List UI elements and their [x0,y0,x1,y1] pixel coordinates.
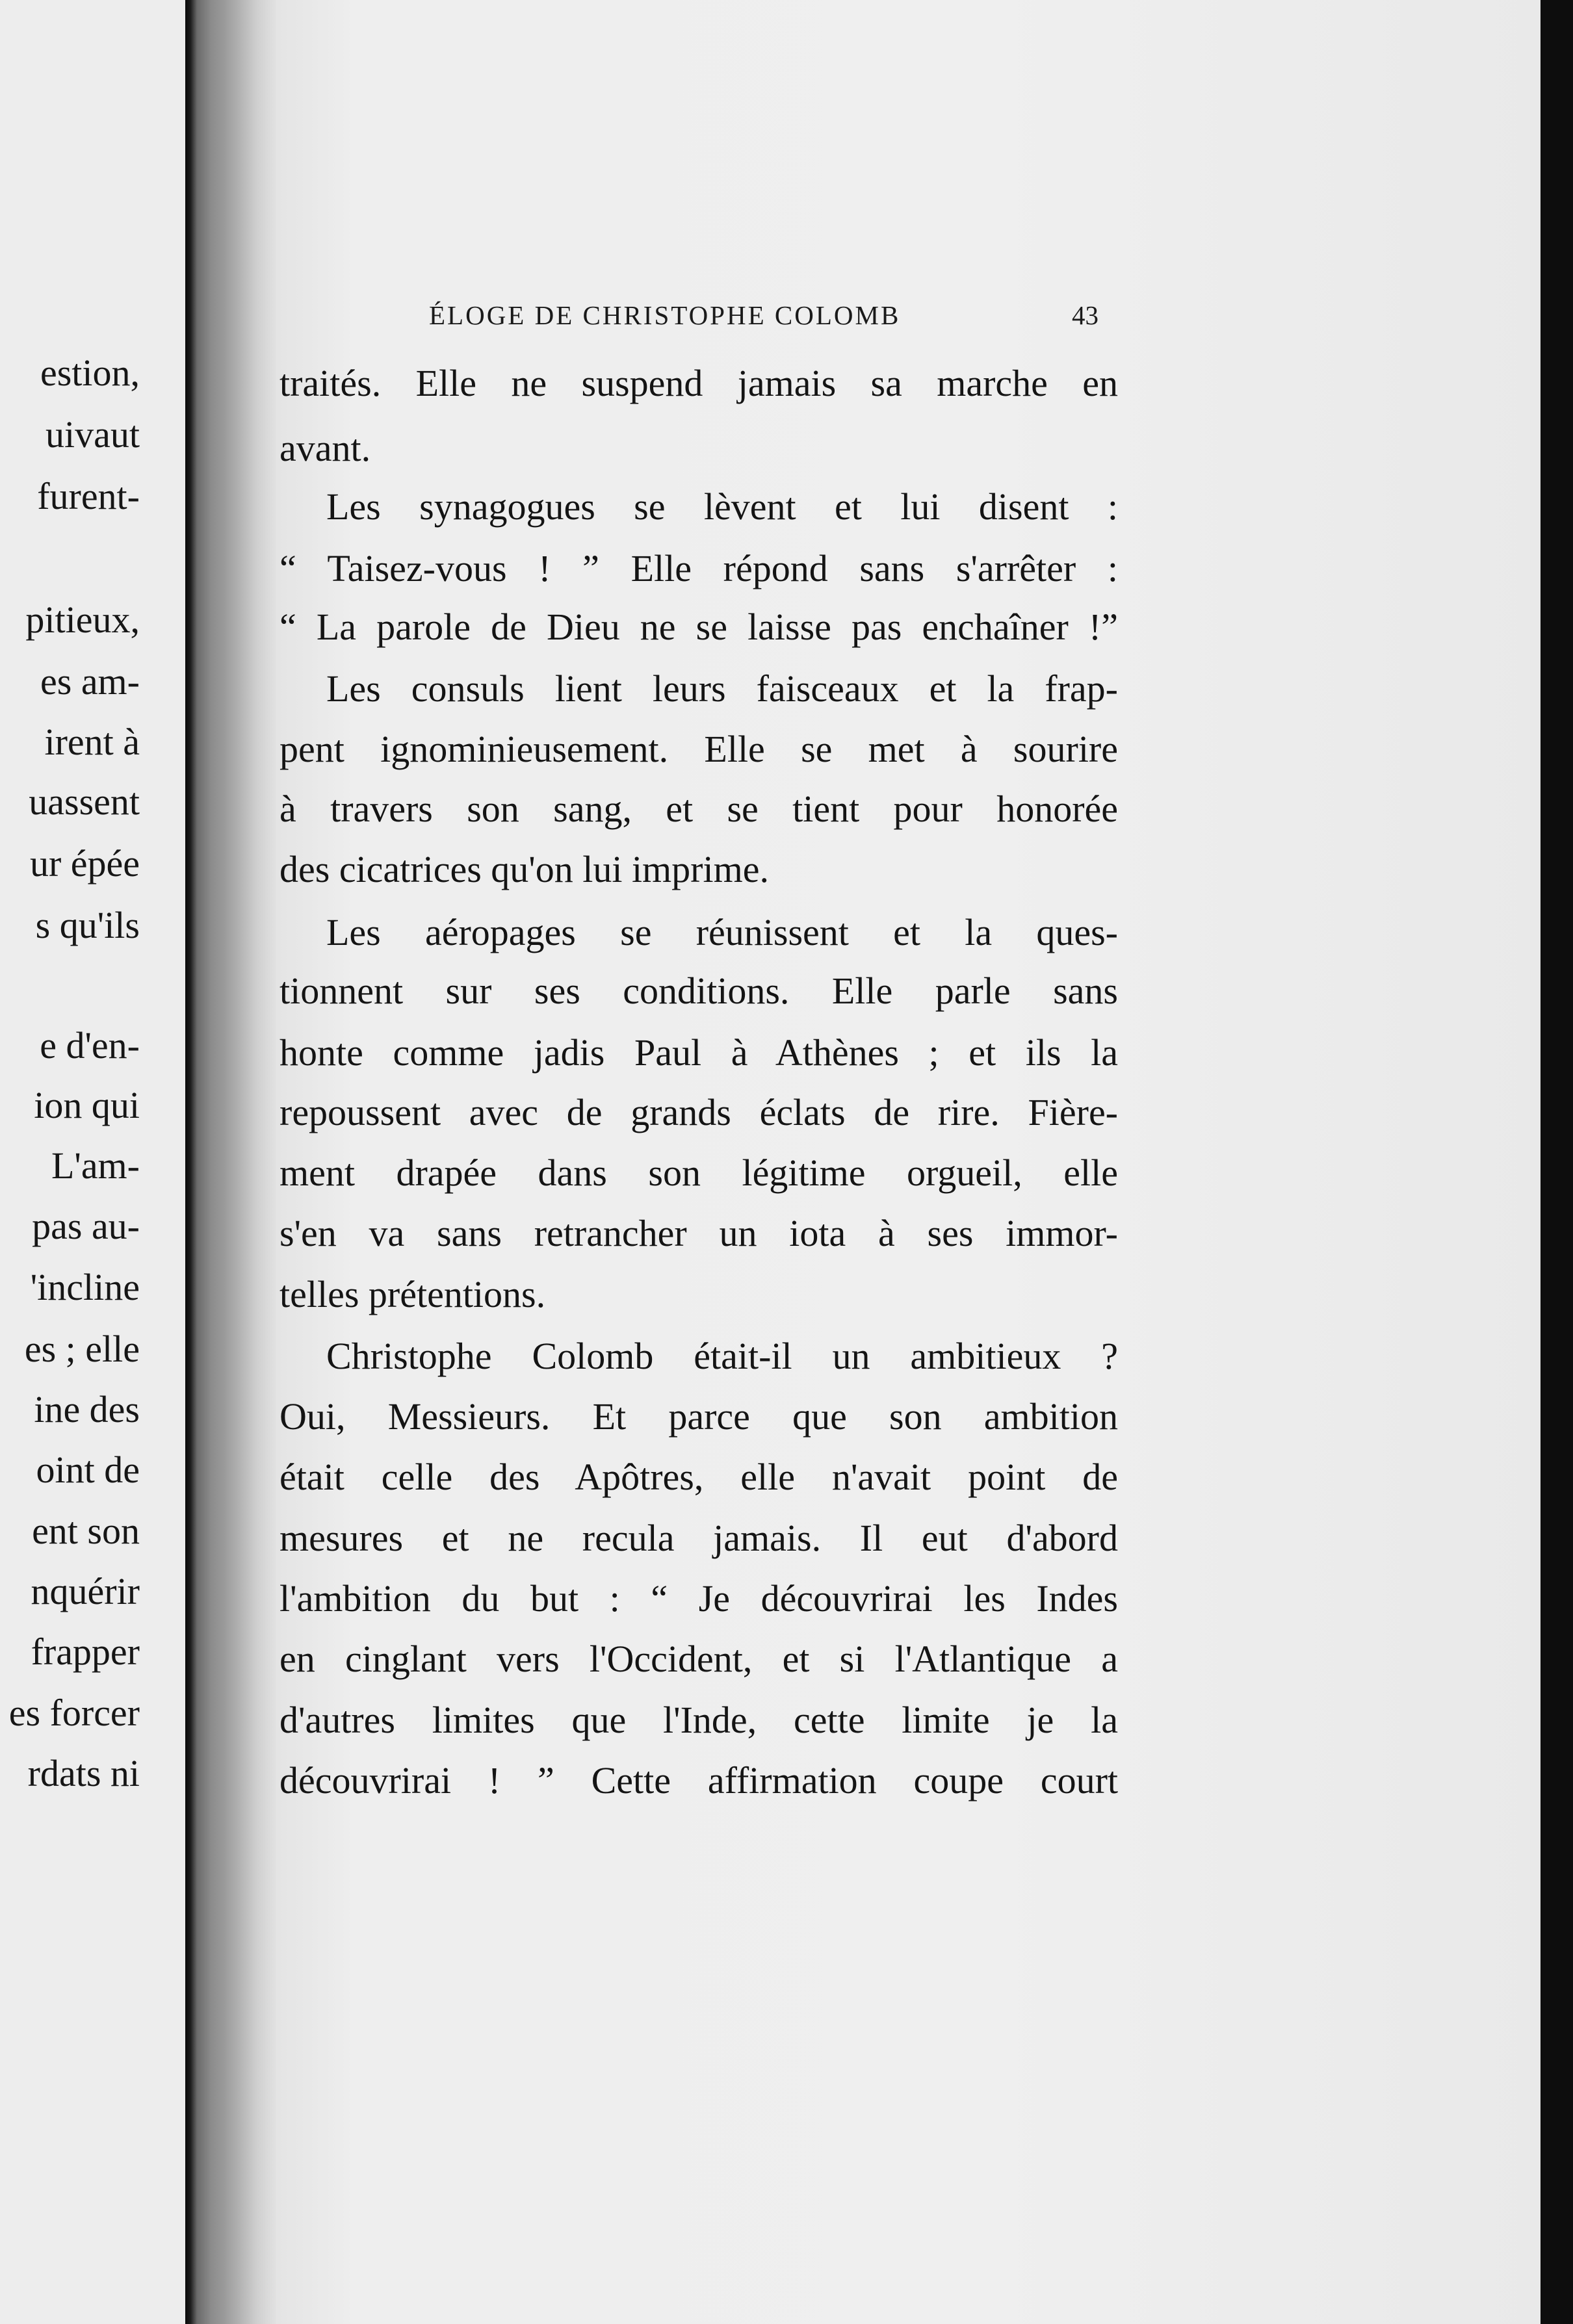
text-line: avant. [280,427,371,469]
text-line: était celle des Apôtres, elle n'avait point de [280,1456,1118,1498]
left-page-text-fragment: furent- [37,475,140,517]
left-page-text-fragment: irent à [44,721,140,763]
page-header [429,296,1098,335]
text-line: des cicatrices qu'on lui imprime. [280,848,769,890]
paragraph-start-line: Les aéropages se réunissent et la ques- [326,911,1118,953]
left-facing-page [0,0,185,2324]
text-line: honte comme jadis Paul à Athènes ; et ils la [280,1031,1118,1074]
text-line: repoussent avec de grands éclats de rire. Fière- [280,1091,1118,1133]
text-line: ment drapée dans son légitime orgueil, elle [280,1152,1118,1194]
left-page-text-fragment: uivaut [46,413,140,456]
text-line: d'autres limites que l'Inde, cette limite je la [280,1699,1118,1741]
paragraph-start-line: Les consuls lient leurs faisceaux et la frap- [326,667,1118,710]
left-page-text-fragment: es ; elle [24,1328,140,1370]
left-page-text-fragment: ion qui [34,1084,140,1126]
left-page-text-fragment: e d'en- [40,1024,140,1066]
text-line: tionnent sur ses conditions. Elle parle sans [280,970,1118,1012]
left-page-text-fragment: nquérir [31,1570,140,1612]
left-page-text-fragment: frapper [31,1631,140,1673]
text-line: “ La parole de Dieu ne se laisse pas enchaîner !” [280,606,1118,648]
left-page-text-fragment: s qu'ils [35,904,140,946]
left-page-text-fragment: pitieux, [25,599,140,641]
text-line: traités. Elle ne suspend jamais sa marche en [280,362,1118,404]
text-line: mesures et ne recula jamais. Il eut d'abord [280,1517,1118,1559]
left-page-text-fragment: es am- [40,660,140,703]
left-page-text-fragment: ur épée [29,842,140,884]
text-line: découvrirai ! ” Cette affirmation coupe court [280,1759,1118,1801]
text-line: s'en va sans retrancher un iota à ses immor- [280,1212,1118,1254]
left-page-text-fragment: uassent [29,781,140,823]
running-title: ÉLOGE DE CHRISTOPHE COLOMB [429,300,901,330]
left-page-text-fragment: oint de [36,1449,140,1491]
text-line: à travers son sang, et se tient pour honorée [280,788,1118,830]
right-edge-margin [1540,0,1573,2324]
text-line: pent ignominieusement. Elle se met à sourire [280,728,1118,770]
book-spine-shadow [185,0,276,2324]
left-page-text-fragment: rdats ni [27,1752,140,1794]
left-page-text-fragment: 'incline [30,1266,140,1308]
text-line: en cinglant vers l'Occident, et si l'Atlantique a [280,1638,1118,1680]
left-page-text-fragment: ine des [34,1388,140,1430]
left-page-text-fragment: es forcer [8,1692,140,1734]
text-line: “ Taisez-vous ! ” Elle répond sans s'arrêter : [280,547,1118,589]
paragraph-start-line: Les synagogues se lèvent et lui disent : [326,485,1118,528]
paragraph-start-line: Christophe Colomb était-il un ambitieux ? [326,1335,1118,1377]
left-page-text-fragment: ent son [32,1510,140,1552]
left-page-text-fragment: pas au- [32,1205,140,1247]
text-line: l'ambition du but : “ Je découvrirai les Indes [280,1577,1118,1620]
left-page-text-fragment: estion, [40,352,140,394]
text-line: telles prétentions. [280,1273,546,1315]
page-number: 43 [1072,300,1098,330]
text-line: Oui, Messieurs. Et parce que son ambition [280,1395,1118,1438]
left-page-text-fragment: L'am- [51,1144,140,1187]
